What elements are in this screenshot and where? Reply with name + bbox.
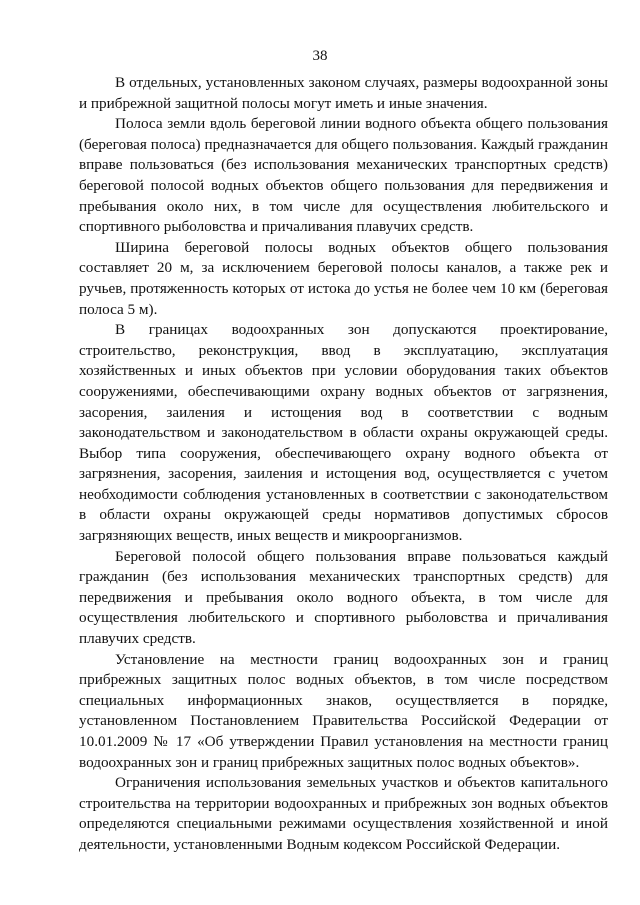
paragraph: В отдельных, установленных законом случаях, размеры водоохранной зоны и прибрежной защитной полосы могут иметь и иные значения. <box>79 74 608 112</box>
paragraph: Береговой полосой общего пользования вправе пользоваться каждый гражданин (без использования механических транспортных средств) для передвижения и пребывания около водного объекта, в том числе для осуществления любительского и спортивного рыболовства и причаливания плавучих средств. <box>79 547 608 648</box>
page-number: 38 <box>312 48 328 64</box>
paragraph: Ширина береговой полосы водных объектов общего пользования составляет 20 м, за исключением береговой полосы каналов, а также рек и ручьев, протяженность которых от истока до устья не более чем 10 км (береговая полоса 5 м). <box>79 238 608 318</box>
paragraph: Установление на местности границ водоохранных зон и границ прибрежных защитных полос водных объектов, в том числе посредством специальных информационных знаков, осуществляется в порядке, установленном Постановлением Правительства Российской Федерации от 10.01.2009 № 17 «Об утверждении Правил установления на местности границ водоохранных зон и границ прибрежных защитных полос водных объектов». <box>79 650 608 771</box>
paragraph: В границах водоохранных зон допускаются проектирование, строительство, реконструкция, ввод в эксплуатацию, эксплуатация хозяйственных и иных объектов при условии оборудования таких объектов сооружениями, обеспечивающими охрану водных объектов от загрязнения, засорения, заиления и истощения вод в соответствии с водным законодательством и законодательством в области охраны окружающей среды. Выбор типа сооружения, обеспечивающего охрану водного объекта от загрязнения, засорения, заиления и истощения вод, осуществляется с учетом необходимости соблюдения установленных в соответствии с законодательством в области охраны окружающей среды нормативов допустимых сбросов загрязняющих веществ, иных веществ и микроорганизмов. <box>79 321 608 545</box>
paragraph: Полоса земли вдоль береговой линии водного объекта общего пользования (береговая полоса) предназначается для общего пользования. Каждый гражданин вправе пользоваться (без использования механических транспортных средств) береговой полосой водных объектов общего пользования для передвижения и пребывания около них, в том числе для осуществления любительского и спортивного рыболовства и причаливания плавучих средств. <box>79 115 608 236</box>
paragraph: Ограничения использования земельных участков и объектов капитального строительства на территории водоохранных и прибрежных зон водных объектов определяются специальными режимами осуществления хозяйственной и иной деятельности, установленными Водным кодексом Российской Федерации. <box>79 774 608 853</box>
document-body <box>79 73 608 856</box>
